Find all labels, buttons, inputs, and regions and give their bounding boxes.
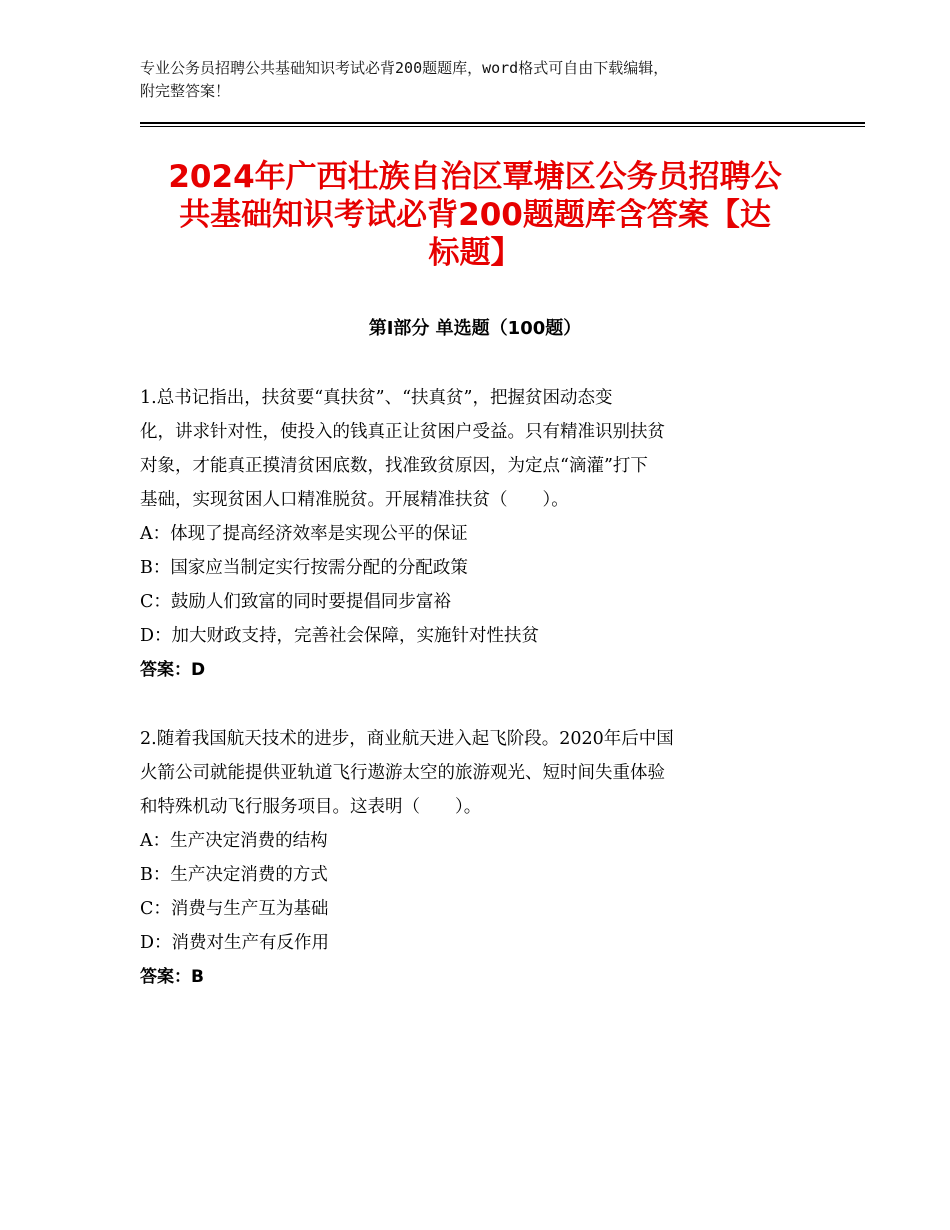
option-a: A：体现了提高经济效率是实现公平的保证	[140, 524, 468, 544]
document-title	[140, 158, 810, 272]
section-heading: 第Ⅰ部分 单选题（100题）	[368, 318, 582, 339]
answer-label: 答案：B	[140, 967, 204, 987]
question-stem-line: 火箭公司就能提供亚轨道飞行遨游太空的旅游观光、短时间失重体验	[140, 763, 665, 783]
header-note-line-2: 附完整答案！	[140, 82, 231, 100]
question-stem-line: 和特殊机动飞行服务项目。这表明（ ）。	[140, 797, 482, 817]
answer-label: 答案：D	[140, 660, 206, 680]
question-stem	[140, 722, 810, 824]
header-note-line-1: 专业公务员招聘公共基础知识考试必背200题题库，word格式可自由下载编辑，	[140, 59, 669, 77]
question-2	[140, 722, 810, 994]
question-stem-line: 化，讲求针对性，使投入的钱真正让贫困户受益。只有精准识别扶贫	[140, 422, 665, 442]
option-d: D：加大财政支持，完善社会保障，实施针对性扶贫	[140, 626, 540, 646]
option-b: B：生产决定消费的方式	[140, 865, 328, 885]
question-stem	[140, 381, 810, 517]
option-b: B：国家应当制定实行按需分配的分配政策	[140, 558, 468, 578]
option-c: C：消费与生产互为基础	[140, 899, 329, 919]
option-c: C：鼓励人们致富的同时要提倡同步富裕	[140, 592, 451, 612]
question-stem-line: 基础，实现贫困人口精准脱贫。开展精准扶贫（ ）。	[140, 490, 569, 510]
header-note	[140, 57, 840, 103]
question-stem-line: 1.总书记指出，扶贫要“真扶贫”、“扶真贫”，把握贫困动态变	[140, 388, 613, 408]
document-title-line-3: 标题】	[428, 235, 522, 271]
document-title-line-2: 共基础知识考试必背200题题库含答案【达	[179, 197, 771, 233]
header-rule-thin	[140, 126, 865, 127]
question-stem-line: 对象，才能真正摸清贫困底数，找准致贫原因，为定点“滴灌”打下	[140, 456, 648, 476]
option-d: D：消费对生产有反作用	[140, 933, 330, 953]
question-stem-line: 2.随着我国航天技术的进步，商业航天进入起飞阶段。2020年后中国	[140, 729, 674, 749]
document-title-line-1: 2024年广西壮族自治区覃塘区公务员招聘公	[168, 159, 782, 195]
header-rule-thick	[140, 122, 865, 124]
option-a: A：生产决定消费的结构	[140, 831, 328, 851]
question-1	[140, 381, 810, 687]
